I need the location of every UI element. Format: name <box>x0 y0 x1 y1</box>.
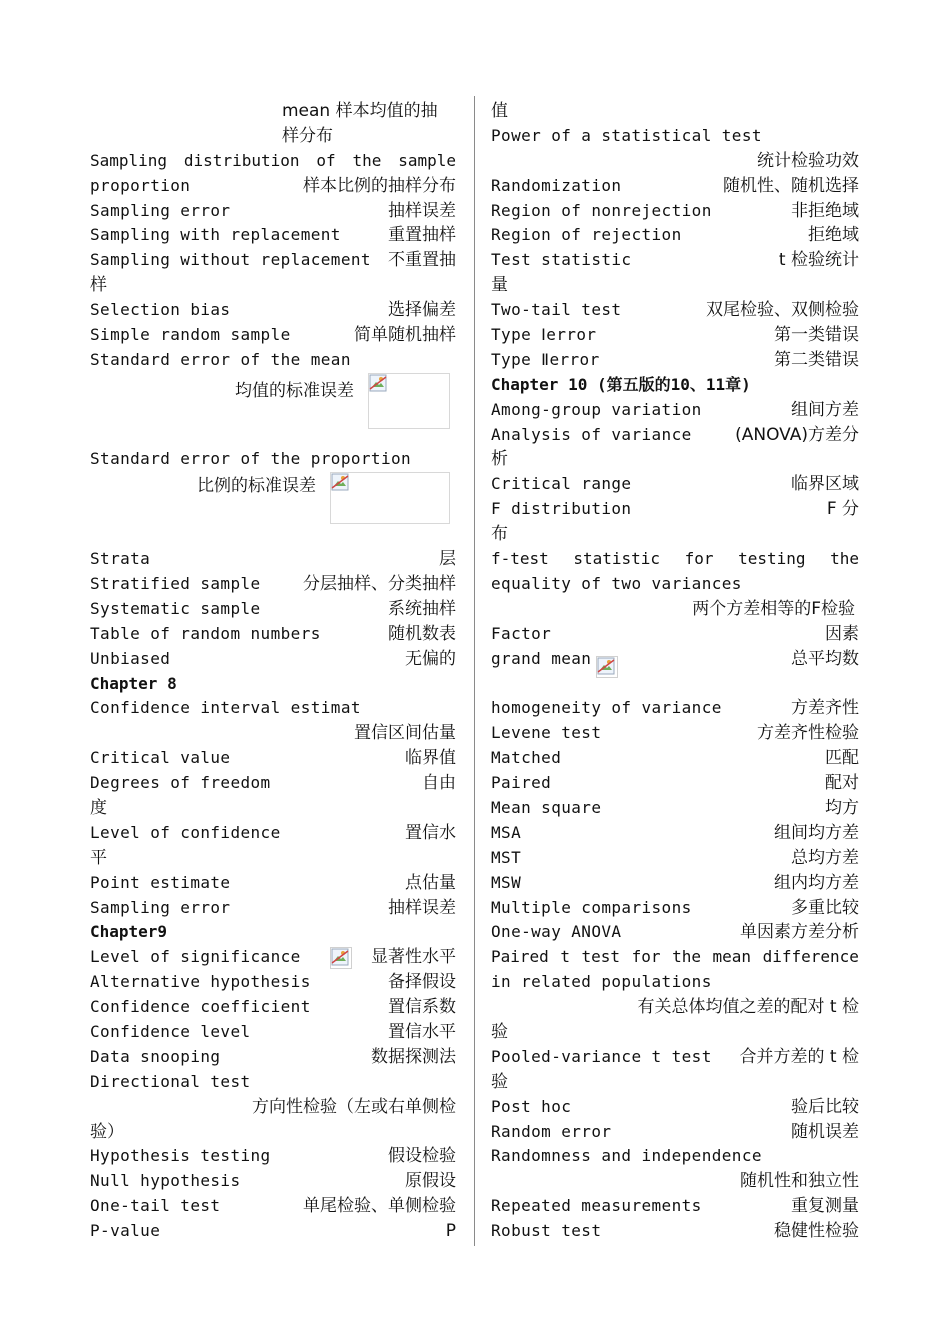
glossary-row <box>90 945 456 970</box>
glossary-row <box>491 1070 859 1095</box>
broken-image-icon <box>369 374 387 392</box>
term-zh: 随机误差 <box>791 1121 859 1142</box>
term-en: Type Ⅱerror <box>491 349 600 369</box>
glossary-row <box>491 124 859 149</box>
term-zh: 临界值 <box>405 748 456 769</box>
glossary-row <box>491 846 859 871</box>
right-column <box>491 99 859 1244</box>
term-en: Robust test <box>491 1221 602 1241</box>
term-zh: 均方 <box>825 797 859 818</box>
term-zh: 平 <box>90 847 107 868</box>
term-en: Test statistic <box>491 250 632 270</box>
term-zh: 随机性、随机选择 <box>723 175 859 196</box>
glossary-row <box>491 871 859 896</box>
term-zh: (ANOVA)方差分 <box>735 424 859 445</box>
term-en: Selection bias <box>90 300 231 320</box>
glossary-row <box>491 796 859 821</box>
term-zh: 置信系数 <box>388 997 456 1018</box>
glossary-row <box>90 1120 456 1145</box>
term-en: Systematic sample <box>90 598 261 618</box>
term-word: difference <box>762 947 859 967</box>
term-zh: 量 <box>491 275 508 296</box>
term-en: Table of random numbers <box>90 623 321 643</box>
column-divider <box>474 96 475 1246</box>
term-zh: 总均方差 <box>791 847 859 868</box>
glossary-row <box>491 348 859 373</box>
formula-image-placeholder <box>330 947 352 969</box>
term-zh: 抽样误差 <box>388 897 456 918</box>
term-zh: 因素 <box>825 623 859 644</box>
glossary-row <box>90 1070 456 1095</box>
glossary-row <box>90 174 456 199</box>
term-en: Analysis of variance <box>491 424 692 444</box>
term-zh: 单因素方差分析 <box>740 922 859 943</box>
glossary-row <box>90 298 456 323</box>
term-zh: 第二类错误 <box>774 349 859 370</box>
glossary-row <box>491 398 859 423</box>
term-en: Sampling with replacement <box>90 225 341 245</box>
glossary-row <box>491 896 859 921</box>
term-en: Standard error of the proportion <box>90 449 412 469</box>
term-en: Region of rejection <box>491 225 682 245</box>
chapter-heading: Chapter9 <box>90 922 168 942</box>
glossary-row <box>491 423 859 448</box>
glossary-row <box>491 622 859 647</box>
glossary-row <box>491 298 859 323</box>
term-en: Unbiased <box>90 648 171 668</box>
term-word: t <box>560 947 570 967</box>
term-en: One-tail test <box>90 1196 221 1216</box>
term-zh: 验 <box>491 1071 508 1092</box>
term-zh: 统计检验功效 <box>757 150 859 171</box>
term-zh: mean 样本均值的抽 <box>282 101 438 121</box>
term-zh: P <box>445 1221 456 1242</box>
glossary-row <box>90 1194 456 1219</box>
term-en: Multiple comparisons <box>491 897 692 917</box>
glossary-row <box>491 199 859 224</box>
glossary-row <box>491 970 859 995</box>
term-word: Paired <box>491 947 549 967</box>
term-en: Alternative hypothesis <box>90 972 311 992</box>
term-zh: 验后比较 <box>791 1096 859 1117</box>
glossary-row <box>491 1045 859 1070</box>
term-zh: 配对 <box>825 773 859 794</box>
glossary-row <box>491 323 859 348</box>
glossary-row-with-image <box>491 647 859 697</box>
term-en: MSA <box>491 822 522 842</box>
term-zh: 均值的标准误差 <box>235 380 354 401</box>
term-en: Stratified sample <box>90 573 261 593</box>
term-word: sample <box>398 150 456 170</box>
term-en: Confidence interval estimat <box>90 698 361 718</box>
term-zh: 稳健性检验 <box>774 1221 859 1242</box>
term-zh: 方差齐性检验 <box>757 723 859 744</box>
term-en: Among-group variation <box>491 399 702 419</box>
term-zh: 临界区域 <box>791 474 859 495</box>
term-en: Sampling error <box>90 897 231 917</box>
term-zh: 随机性和独立性 <box>740 1171 859 1192</box>
term-zh: 点估量 <box>405 872 456 893</box>
term-en: Directional test <box>90 1071 251 1091</box>
glossary-row <box>90 771 456 796</box>
chapter-heading: Chapter 8 <box>90 673 177 693</box>
term-zh: 选择偏差 <box>388 300 456 321</box>
glossary-row <box>90 447 456 472</box>
glossary-row <box>90 995 456 1020</box>
term-en: Strata <box>90 549 151 569</box>
term-zh: 数据探测法 <box>371 1046 456 1067</box>
term-zh: 双尾检验、双侧检验 <box>706 300 859 321</box>
term-en: Critical range <box>491 474 632 494</box>
term-word: test <box>581 947 621 967</box>
formula-image-placeholder <box>596 656 618 678</box>
term-en: Level of confidence <box>90 822 281 842</box>
glossary-row <box>90 547 456 572</box>
term-en: Standard error of the mean <box>90 349 351 369</box>
glossary-row <box>491 1219 859 1244</box>
term-en: Random error <box>491 1121 612 1141</box>
glossary-row <box>90 696 456 721</box>
glossary-row <box>90 970 456 995</box>
glossary-row <box>90 746 456 771</box>
term-en: homogeneity of variance <box>491 698 722 718</box>
glossary-row <box>90 124 456 149</box>
glossary-row <box>491 771 859 796</box>
term-zh: 重复测量 <box>791 1196 859 1217</box>
term-en: Pooled-variance t test <box>491 1046 712 1066</box>
term-en: Power of a statistical test <box>491 125 762 145</box>
glossary-row <box>90 248 456 273</box>
term-zh: 样分布 <box>282 125 333 146</box>
glossary-row-justified <box>90 149 456 174</box>
glossary-row <box>90 896 456 921</box>
term-en: Factor <box>491 623 552 643</box>
term-en: Confidence coefficient <box>90 997 311 1017</box>
term-zh: 多重比较 <box>791 897 859 918</box>
term-en: proportion <box>90 175 191 195</box>
term-zh: 非拒绝域 <box>791 200 859 221</box>
glossary-row <box>491 597 859 622</box>
term-en: Region of nonrejection <box>491 200 712 220</box>
term-en: Sampling error <box>90 200 231 220</box>
glossary-row <box>90 99 456 124</box>
left-column <box>90 99 456 1244</box>
term-zh: 备择假设 <box>388 972 456 993</box>
term-zh: 随机数表 <box>388 623 456 644</box>
term-en: One-way ANOVA <box>491 922 622 942</box>
glossary-row <box>90 223 456 248</box>
glossary-row <box>90 273 456 298</box>
glossary-row <box>491 821 859 846</box>
term-zh: 样本比例的抽样分布 <box>303 175 456 196</box>
glossary-row <box>491 1120 859 1145</box>
term-word: the <box>830 549 859 569</box>
glossary-row <box>90 871 456 896</box>
term-zh: 拒绝域 <box>808 225 859 246</box>
broken-image-icon <box>331 473 349 491</box>
glossary-row <box>90 1045 456 1070</box>
glossary-row <box>491 273 859 298</box>
term-zh: 显著性水平 <box>371 947 456 968</box>
glossary-row <box>491 1144 859 1169</box>
term-zh: 单尾检验、单侧检验 <box>303 1196 456 1217</box>
term-en: Simple random sample <box>90 325 291 345</box>
glossary-row-with-image <box>90 472 456 547</box>
term-zh: 验 <box>491 1021 508 1042</box>
glossary-row <box>491 721 859 746</box>
glossary-row <box>491 1194 859 1219</box>
glossary-row <box>491 447 859 472</box>
term-word: the <box>672 947 701 967</box>
term-zh: 抽样误差 <box>388 200 456 221</box>
formula-image-placeholder <box>330 472 450 524</box>
glossary-row <box>90 1169 456 1194</box>
glossary-row <box>491 1169 859 1194</box>
glossary-row <box>90 1095 456 1120</box>
broken-image-icon <box>331 948 349 966</box>
chapter-heading: Chapter 10 (第五版的10、11章) <box>491 374 751 394</box>
glossary-row <box>90 1020 456 1045</box>
term-en: Matched <box>491 748 562 768</box>
term-zh: 置信水平 <box>388 1021 456 1042</box>
glossary-row <box>90 821 456 846</box>
term-zh: 匹配 <box>825 748 859 769</box>
glossary-row <box>491 1095 859 1120</box>
term-en: MSW <box>491 872 522 892</box>
term-zh: 无偏的 <box>405 648 456 669</box>
term-en: equality of two variances <box>491 573 742 593</box>
term-en: in related populations <box>491 972 712 992</box>
term-zh: 析 <box>491 449 508 470</box>
term-zh: 组间方差 <box>791 399 859 420</box>
term-zh: 合并方差的 t 检 <box>739 1046 859 1067</box>
glossary-row <box>491 248 859 273</box>
term-zh: 不重置抽 <box>388 250 456 271</box>
term-zh: 层 <box>439 549 456 570</box>
glossary-row <box>491 1020 859 1045</box>
glossary-row <box>491 497 859 522</box>
term-zh: 布 <box>491 524 508 545</box>
broken-image-icon <box>597 657 615 675</box>
term-en: Data snooping <box>90 1046 221 1066</box>
glossary-row <box>491 746 859 771</box>
term-en: P-value <box>90 1221 161 1241</box>
term-word: mean <box>712 947 752 967</box>
term-en: Post hoc <box>491 1096 572 1116</box>
glossary-row <box>90 846 456 871</box>
term-word: for <box>631 947 661 967</box>
term-word: testing <box>738 549 806 569</box>
term-en: Randomization <box>491 175 622 195</box>
term-zh: 组间均方差 <box>774 822 859 843</box>
term-en: Paired <box>491 773 552 793</box>
glossary-row-with-image <box>90 373 456 448</box>
term-zh: 置信区间估量 <box>354 723 456 744</box>
term-en: Level of significance <box>90 947 301 967</box>
term-zh: 比例的标准误差 <box>197 476 316 497</box>
term-word: f-test <box>491 549 549 569</box>
term-en: Point estimate <box>90 872 231 892</box>
term-word: of <box>316 150 336 170</box>
term-zh: 置信水 <box>405 822 456 843</box>
term-word: the <box>352 150 382 170</box>
glossary-row <box>90 647 456 672</box>
term-zh: 简单随机抽样 <box>354 325 456 346</box>
glossary-row <box>491 696 859 721</box>
term-en: Mean square <box>491 797 602 817</box>
term-zh: 自由 <box>422 773 456 794</box>
glossary-row <box>90 572 456 597</box>
glossary-row <box>491 223 859 248</box>
glossary-row-justified <box>491 547 859 572</box>
term-zh: F 分 <box>826 499 859 520</box>
term-en: Levene test <box>491 723 602 743</box>
term-en: Degrees of freedom <box>90 773 271 793</box>
term-zh: 总平均数 <box>791 648 859 669</box>
glossary-row <box>90 323 456 348</box>
term-zh: 原假设 <box>405 1171 456 1192</box>
term-zh: 验） <box>90 1121 124 1142</box>
term-zh: 假设检验 <box>388 1146 456 1167</box>
term-en: Critical value <box>90 748 231 768</box>
glossary-row <box>90 597 456 622</box>
term-zh: 第一类错误 <box>774 325 859 346</box>
term-word: for <box>684 549 714 569</box>
term-word: distribution <box>183 150 300 170</box>
term-en: Null hypothesis <box>90 1171 241 1191</box>
glossary-row <box>491 920 859 945</box>
glossary-row-justified <box>491 945 859 970</box>
glossary-row <box>90 1144 456 1169</box>
term-zh: t 检验统计 <box>778 250 859 271</box>
formula-image-placeholder <box>368 373 450 429</box>
term-zh: 分层抽样、分类抽样 <box>303 573 456 594</box>
glossary-row <box>491 522 859 547</box>
glossary-row <box>90 796 456 821</box>
term-word: Sampling <box>90 150 168 170</box>
glossary-row <box>90 721 456 746</box>
glossary-row <box>491 174 859 199</box>
glossary-row <box>90 348 456 373</box>
term-word: statistic <box>573 549 661 569</box>
term-zh: 度 <box>90 797 107 818</box>
term-zh: 样 <box>90 275 107 296</box>
glossary-row <box>491 572 859 597</box>
term-zh: 有关总体均值之差的配对 t 检 <box>637 997 859 1018</box>
term-en: Type Ⅰerror <box>491 325 597 345</box>
term-zh: 重置抽样 <box>388 225 456 246</box>
term-en: F distribution <box>491 499 632 519</box>
glossary-row <box>491 995 859 1020</box>
glossary-row <box>491 472 859 497</box>
term-zh: 方向性检验（左或右单侧检 <box>252 1096 456 1117</box>
term-en: Sampling without replacement <box>90 250 371 270</box>
glossary-row <box>90 622 456 647</box>
glossary-row <box>90 1219 456 1244</box>
glossary-row <box>491 99 859 124</box>
term-en: grand mean <box>491 648 592 668</box>
glossary-row <box>90 199 456 224</box>
term-en: Hypothesis testing <box>90 1146 271 1166</box>
term-en: Repeated measurements <box>491 1196 702 1216</box>
term-en: Confidence level <box>90 1021 251 1041</box>
term-zh: 组内均方差 <box>774 872 859 893</box>
term-en: MST <box>491 847 522 867</box>
term-zh: 两个方差相等的F检验 <box>692 598 855 619</box>
term-en: Two-tail test <box>491 300 622 320</box>
term-en: Randomness and independence <box>491 1146 762 1166</box>
glossary-row <box>491 149 859 174</box>
term-zh: 值 <box>491 101 508 121</box>
term-zh: 方差齐性 <box>791 698 859 719</box>
term-zh: 系统抽样 <box>388 598 456 619</box>
